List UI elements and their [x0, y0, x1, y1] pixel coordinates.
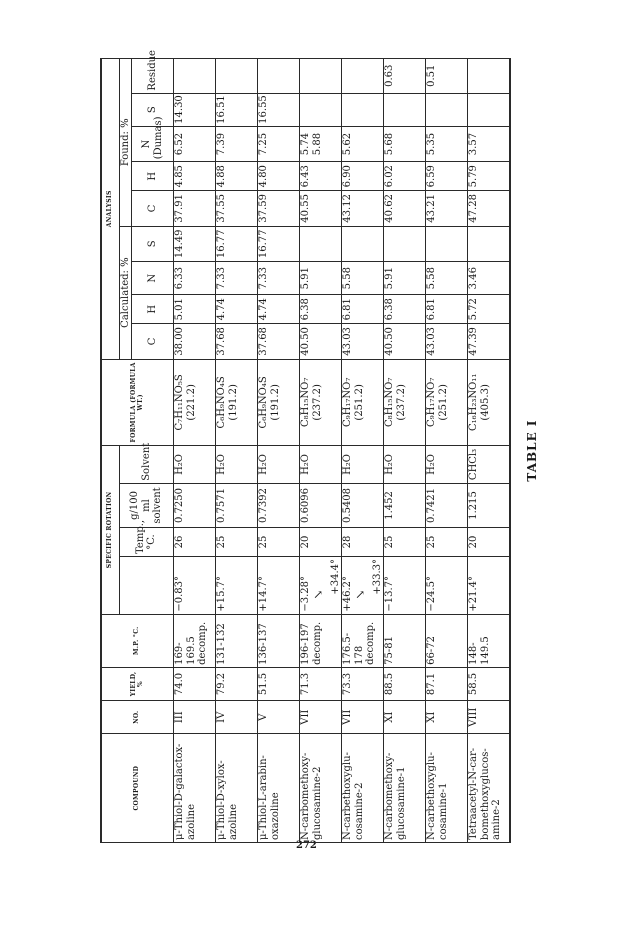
mp-cell: 75-81: [384, 614, 426, 667]
solvent-cell: H₂O: [258, 446, 300, 484]
calc-n-cell: 6.33: [174, 262, 216, 295]
rotation-final: +33.3°: [371, 558, 383, 595]
formula-cell: [426, 359, 468, 445]
residue-cell: [342, 59, 384, 94]
calc-h-cell: 6.81: [426, 295, 468, 324]
formula-cell: [216, 359, 258, 445]
found-n-cell: 7.25: [258, 126, 300, 161]
header-analysis: ANALYSIS: [101, 59, 119, 360]
calc-s-cell: 14.49: [174, 226, 216, 261]
found-h-cell: 4.80: [258, 162, 300, 191]
formula-cell: [468, 359, 510, 445]
residue-cell: 0.51: [426, 59, 468, 94]
yield-cell: 79.2: [216, 667, 258, 700]
calc-s-cell: [426, 226, 468, 261]
calc-n-cell: 5.91: [384, 262, 426, 295]
found-c-cell: 43.21: [426, 191, 468, 226]
calc-h-cell: 5.01: [174, 295, 216, 324]
formula-text: C₆H₉NO₄S: [216, 376, 227, 429]
found-h-cell: 4.88: [216, 162, 258, 191]
header-mp: M.P. °C.: [101, 614, 174, 667]
rotation-initial: +21.4°: [468, 575, 479, 612]
solvent-cell: H₂O: [384, 446, 426, 484]
calc-s-cell: [342, 226, 384, 261]
calc-h-cell: 6.38: [384, 295, 426, 324]
formula-cell: [258, 359, 300, 445]
conc-cell: 1.452: [384, 483, 426, 527]
mp-cell: 176.5-178 decomp.: [342, 614, 384, 667]
calc-h-cell: 4.74: [216, 295, 258, 324]
table-row: [258, 59, 300, 843]
no-cell: III: [174, 701, 216, 734]
found-s-cell: [426, 93, 468, 126]
found-h-cell: 6.43: [300, 162, 342, 191]
found-n-cell: 5.35: [426, 126, 468, 161]
found-c-cell: 40.55: [300, 191, 342, 226]
formula-text: C₈H₁₅NO₇: [384, 377, 395, 428]
header-found-s: S: [132, 93, 174, 126]
formula-weight: (251.2): [353, 384, 365, 421]
no-cell: XI: [384, 701, 426, 734]
formula-cell: [300, 359, 342, 445]
yield-cell: 88.5: [384, 667, 426, 700]
rotation-cell: [426, 556, 468, 614]
rotation-initial: −3.28°: [300, 575, 311, 612]
compound-cell: μ-Thiol-D-xylox-azoline: [216, 734, 258, 843]
compound-cell: N-carbomethoxy-glucosamine-2: [300, 734, 342, 843]
residue-cell: [174, 59, 216, 94]
calc-c-cell: 40.50: [384, 324, 426, 359]
temp-cell: 26: [174, 528, 216, 557]
formula-text: C₉H₁₇NO₇: [426, 377, 437, 428]
formula-cell: [342, 359, 384, 445]
page-number: 272: [296, 840, 317, 851]
header-formula: FORMULA (FORMULA WT.): [101, 359, 174, 445]
found-s-cell: 14.30: [174, 93, 216, 126]
table-row: [468, 59, 510, 843]
mp-cell: 136-137: [258, 614, 300, 667]
rotation-initial: +14.7°: [258, 575, 269, 612]
formula-weight: (191.2): [227, 384, 239, 421]
calc-n-cell: 5.58: [342, 262, 384, 295]
header-calc-h: H: [132, 295, 174, 324]
calc-n-cell: 7.33: [216, 262, 258, 295]
residue-cell: [468, 59, 510, 94]
rotation-initial: −24.5°: [426, 575, 437, 612]
temp-cell: 20: [468, 528, 510, 557]
rotation-initial: +46.2°: [342, 575, 353, 612]
mp-cell: 169-169.5 decomp.: [174, 614, 216, 667]
formula-text: C₉H₁₇NO₇: [342, 377, 353, 428]
calc-c-cell: 47.39: [468, 324, 510, 359]
formula-weight: (405.3): [479, 384, 491, 421]
found-s-cell: [342, 93, 384, 126]
header-found-n-dumas: N (Dumas): [132, 126, 174, 161]
header-calc-c: C: [132, 324, 174, 359]
table-row: [342, 59, 384, 843]
conc-cell: 0.7571: [216, 483, 258, 527]
rotation-cell: [258, 556, 300, 614]
found-n-cell: 5.62: [342, 126, 384, 161]
rotation-initial: +15.7°: [216, 575, 227, 612]
solvent-cell: H₂O: [426, 446, 468, 484]
no-cell: IV: [216, 701, 258, 734]
found-c-cell: 37.55: [216, 191, 258, 226]
residue-cell: [258, 59, 300, 94]
formula-cell: [174, 359, 216, 445]
mp-cell: 148-149.5: [468, 614, 510, 667]
found-s-cell: [384, 93, 426, 126]
compound-cell: N-carbethoxyglu-cosamine-2: [342, 734, 384, 843]
found-s-cell: 16.55: [258, 93, 300, 126]
header-specific-rotation: SPECIFIC ROTATION: [101, 446, 119, 615]
mp-cell: 196-197 decomp.: [300, 614, 342, 667]
solvent-cell: H₂O: [216, 446, 258, 484]
header-residue: Residue: [132, 59, 174, 94]
found-c-cell: 37.91: [174, 191, 216, 226]
calc-c-cell: 37.68: [258, 324, 300, 359]
table-title: TABLE I: [525, 419, 539, 482]
header-compound: COMPOUND: [101, 734, 174, 843]
rotation-cell: [468, 556, 510, 614]
formula-weight: (191.2): [269, 384, 281, 421]
conc-cell: 0.7421: [426, 483, 468, 527]
calc-h-cell: 4.74: [258, 295, 300, 324]
yield-cell: 87.1: [426, 667, 468, 700]
found-c-cell: 37.59: [258, 191, 300, 226]
temp-cell: 25: [426, 528, 468, 557]
calc-n-cell: 5.91: [300, 262, 342, 295]
formula-text: C₈H₁₅NO₇: [300, 377, 311, 428]
header-found: Found: %: [119, 59, 132, 227]
rotation-cell: [300, 556, 342, 614]
rotation-cell: [216, 556, 258, 614]
mp-cell: 66-72: [426, 614, 468, 667]
found-s-cell: [468, 93, 510, 126]
data-table: [100, 50, 511, 843]
calc-c-cell: 37.68: [216, 324, 258, 359]
found-c-cell: 40.62: [384, 191, 426, 226]
table-row: [426, 59, 468, 843]
header-temp: Temp., °C.: [119, 528, 174, 557]
calc-c-cell: 40.50: [300, 324, 342, 359]
found-s-cell: [300, 93, 342, 126]
calc-n-cell: 5.58: [426, 262, 468, 295]
conc-cell: 0.7250: [174, 483, 216, 527]
calc-c-cell: 38.00: [174, 324, 216, 359]
table-row: [384, 59, 426, 843]
compound-cell: N-carbomethoxy-glucosamine-1: [384, 734, 426, 843]
header-rotation-value: [119, 556, 174, 614]
compound-cell: μ-Thiol-L-arabin-oxazoline: [258, 734, 300, 843]
conc-cell: 1.215: [468, 483, 510, 527]
compound-cell: N-carbethoxyglu-cosamine-1: [426, 734, 468, 843]
rotation-final: +34.4°: [329, 558, 341, 595]
header-found-c: C: [132, 191, 174, 226]
calc-c-cell: 43.03: [426, 324, 468, 359]
header-no: NO.: [101, 701, 174, 734]
calc-s-cell: [300, 226, 342, 261]
header-solvent: Solvent: [119, 446, 174, 484]
no-cell: V: [258, 701, 300, 734]
found-n-cell: 7.39: [216, 126, 258, 161]
formula-text: C₁₆H₂₃NO₁₁: [468, 373, 479, 432]
residue-cell: [300, 59, 342, 94]
header-calculated: Calculated: %: [119, 226, 132, 359]
residue-cell: 0.63: [384, 59, 426, 94]
residue-cell: [216, 59, 258, 94]
found-n-cell: 5.68: [384, 126, 426, 161]
calc-s-cell: 16.77: [258, 226, 300, 261]
found-h-cell: 6.59: [426, 162, 468, 191]
mp-cell: 131-132: [216, 614, 258, 667]
found-n-cell: 5.74 5.88: [300, 126, 342, 161]
formula-text: C₇H₁₁NO₅S: [174, 374, 185, 431]
compound-cell: Tetraacetyl-N-car-bomethoxyglucos-amine-2: [468, 734, 510, 843]
solvent-cell: CHCl₃: [468, 446, 510, 484]
formula-weight: (221.2): [185, 384, 197, 421]
temp-cell: 25: [258, 528, 300, 557]
header-found-h: H: [132, 162, 174, 191]
formula-cell: [384, 359, 426, 445]
rotation-cell: [384, 556, 426, 614]
rotation-initial: −13.7°: [384, 575, 395, 612]
solvent-cell: H₂O: [342, 446, 384, 484]
conc-cell: 0.7392: [258, 483, 300, 527]
header-yield: YIELD, %: [101, 667, 174, 700]
calc-h-cell: 6.38: [300, 295, 342, 324]
temp-cell: 28: [342, 528, 384, 557]
mutarotation-arrow-icon: ↘: [310, 589, 325, 600]
yield-cell: 73.3: [342, 667, 384, 700]
calc-n-cell: 3.46: [468, 262, 510, 295]
no-cell: VIII: [468, 701, 510, 734]
no-cell: VII: [342, 701, 384, 734]
yield-cell: 71.3: [300, 667, 342, 700]
found-s-cell: 16.51: [216, 93, 258, 126]
formula-weight: (237.2): [395, 384, 407, 421]
yield-cell: 74.0: [174, 667, 216, 700]
calc-n-cell: 7.33: [258, 262, 300, 295]
formula-weight: (251.2): [437, 384, 449, 421]
found-h-cell: 6.90: [342, 162, 384, 191]
table-row: [174, 59, 216, 843]
solvent-cell: H₂O: [300, 446, 342, 484]
calc-c-cell: 43.03: [342, 324, 384, 359]
header-calc-n: N: [132, 262, 174, 295]
no-cell: XI: [426, 701, 468, 734]
found-n-cell: 3.57: [468, 126, 510, 161]
calc-h-cell: 6.81: [342, 295, 384, 324]
calc-s-cell: [384, 226, 426, 261]
rotation-cell: [174, 556, 216, 614]
conc-cell: 0.5408: [342, 483, 384, 527]
found-c-cell: 43.12: [342, 191, 384, 226]
rotated-table-block: [100, 50, 566, 843]
table-row: [216, 59, 258, 843]
header-conc: g/100 ml solvent: [119, 483, 174, 527]
header-calc-s: S: [132, 226, 174, 261]
table-row: [300, 59, 342, 843]
found-h-cell: 5.79: [468, 162, 510, 191]
found-h-cell: 4.85: [174, 162, 216, 191]
solvent-cell: H₂O: [174, 446, 216, 484]
rotation-initial: −0.83°: [174, 575, 185, 612]
yield-cell: 51.5: [258, 667, 300, 700]
calc-s-cell: [468, 226, 510, 261]
temp-cell: 25: [384, 528, 426, 557]
formula-text: C₆H₉NO₄S: [258, 376, 269, 429]
compound-cell: μ-Thiol-D-galactox-azoline: [174, 734, 216, 843]
calc-h-cell: 5.72: [468, 295, 510, 324]
found-c-cell: 47.28: [468, 191, 510, 226]
calc-s-cell: 16.77: [216, 226, 258, 261]
formula-weight: (237.2): [311, 384, 323, 421]
mutarotation-arrow-icon: ↘: [352, 589, 367, 600]
table-body: [174, 59, 510, 843]
temp-cell: 20: [300, 528, 342, 557]
temp-cell: 25: [216, 528, 258, 557]
conc-cell: 0.6096: [300, 483, 342, 527]
found-n-cell: 6.52: [174, 126, 216, 161]
found-h-cell: 6.02: [384, 162, 426, 191]
no-cell: VII: [300, 701, 342, 734]
yield-cell: 58.5: [468, 667, 510, 700]
rotation-cell: [342, 556, 384, 614]
